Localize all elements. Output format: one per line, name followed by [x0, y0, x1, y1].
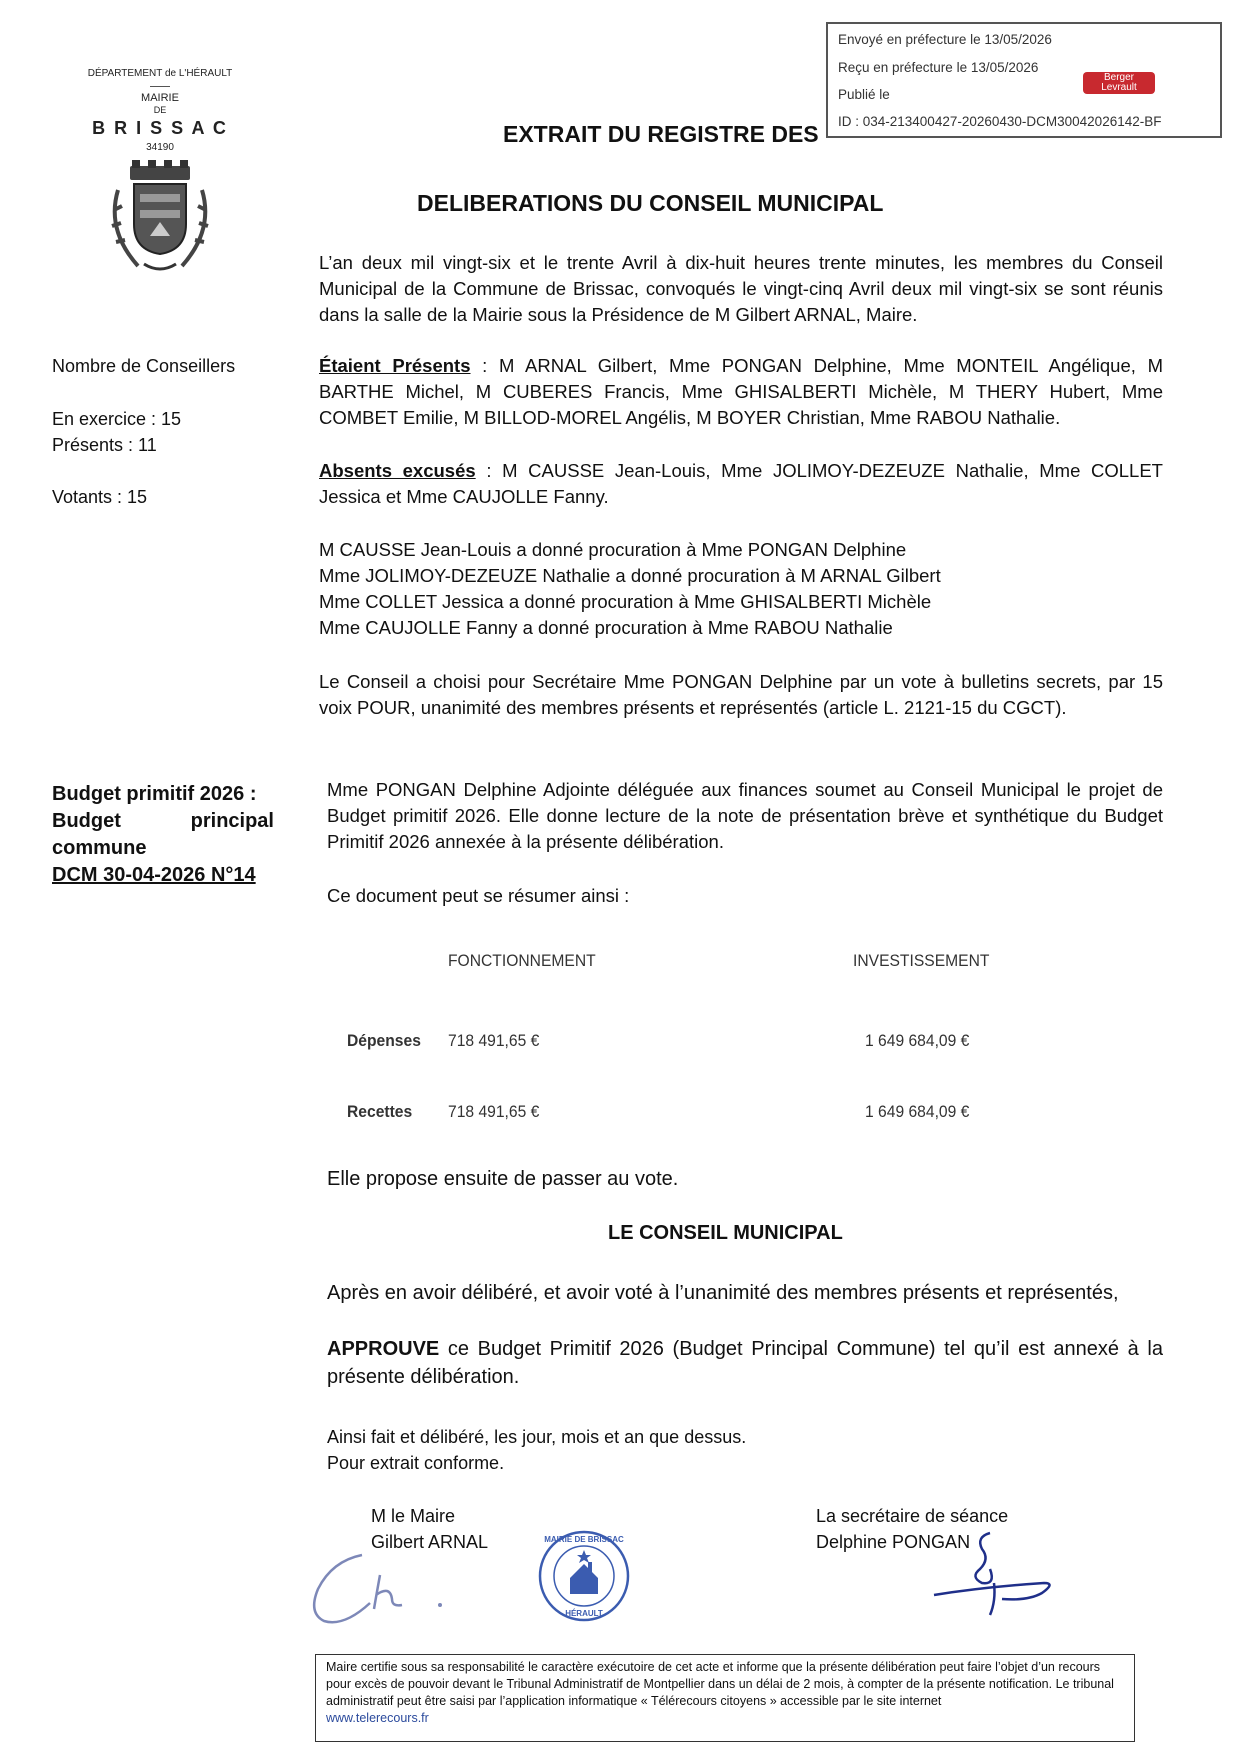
col-investissement: INVESTISSEMENT — [853, 951, 990, 970]
secretaire-role: La secrétaire de séance — [816, 1506, 1009, 1526]
seal-top-text: MAIRIE DE BRISSAC — [544, 1535, 624, 1544]
closing-block — [327, 1424, 746, 1476]
votants-count: Votants : 15 — [52, 487, 148, 507]
mairie-seal-icon — [538, 1530, 630, 1622]
mairie-label: MAIRIE — [141, 92, 179, 104]
absents-paragraph — [319, 458, 1163, 510]
legal-notice-text: Maire certifie sous sa responsabilité le caractère exécutoire de cet acte et informe que la présente délibération peut faire l’objet d’un recours pour excès de pouvoir devant le Tribunal Administratif de Montpellier dans un délai de 2 mois, à compter de la présente notification. Le tribunal administratif peut être saisi par l’application informatique « Télérecours citoyens » accessible par le site internet — [326, 1660, 1114, 1708]
header-divider — [150, 86, 170, 87]
maire-name: Gilbert ARNAL — [371, 1532, 489, 1552]
maire-signature-icon — [300, 1545, 480, 1630]
col-fonctionnement: FONCTIONNEMENT — [448, 951, 596, 970]
presents-list: : M ARNAL Gilbert, Mme PONGAN Delphine, Mme MONTEIL Angélique, M BARTHE Michel, M CUBERES Francis, Mme GHISALBERTI Michèle, M THERY Hubert, Mme COMBET Emilie, M BILLOD-MOREL Angélis, M BOYER Christian, Mme RABOU Nathalie. — [319, 355, 1163, 428]
row-recettes-label: Recettes — [347, 1102, 413, 1121]
procuration-item: M CAUSSE Jean-Louis a donné procuration à Mme PONGAN Delphine — [319, 539, 907, 560]
row-recettes-invest: 1 649 684,09 € — [865, 1102, 970, 1121]
absents-list: : M CAUSSE Jean-Louis, Mme JOLIMOY-DEZEUZE Nathalie, Mme COLLET Jessica et Mme CAUJOLLE Fanny. — [319, 460, 1163, 507]
prefecture-stamp — [826, 22, 1222, 138]
stamp-id: ID : 034-213400427-20260430-DCM30042026142-BF — [838, 114, 1162, 129]
de-label: DE — [153, 105, 167, 115]
approuve-paragraph — [327, 1335, 1163, 1391]
extrait-line: Pour extrait conforme. — [327, 1453, 505, 1473]
code-postal: 34190 — [146, 142, 174, 153]
row-recettes-fonct: 718 491,65 € — [448, 1102, 540, 1121]
presents-paragraph — [319, 353, 1163, 431]
en-exercice: En exercice : 15 — [52, 409, 182, 429]
resume-line: Ce document peut se résumer ainsi : — [327, 885, 630, 906]
approuve-text: ce Budget Primitif 2026 (Budget Principal Commune) tel qu’il est annexé à la présente délibération. — [327, 1338, 1163, 1388]
propose-line: Elle propose ensuite de passer au vote. — [327, 1168, 679, 1190]
procurations-list — [319, 537, 1163, 641]
legal-notice-box — [315, 1654, 1135, 1742]
secretaire-name: Delphine PONGAN — [816, 1532, 971, 1552]
expose-paragraph: Mme PONGAN Delphine Adjointe déléguée aux finances soumet au Conseil Municipal le projet de Budget primitif 2026. Elle donne lecture de la note de présentation brève et synthétique du Budget Primitif 2026 annexée à la présente délibération. — [327, 779, 1163, 852]
maire-role: M le Maire — [371, 1506, 456, 1526]
absents-label: Absents excusés — [319, 460, 476, 481]
nombre-conseillers: Nombre de Conseillers — [52, 356, 236, 376]
objet-line-1: Budget primitif 2026 : — [52, 783, 257, 805]
objet-line-2: Budget principal — [52, 810, 274, 832]
conseil-heading: LE CONSEIL MUNICIPAL — [608, 1222, 843, 1244]
row-depenses-fonct: 718 491,65 € — [448, 1031, 540, 1050]
presents-label: Étaient Présents — [319, 355, 471, 376]
berger-levrault-logo: Berger Levrault — [1083, 72, 1155, 94]
procuration-item: Mme CAUJOLLE Fanny a donné procuration à Mme RABOU Nathalie — [319, 617, 893, 638]
delibere-line: Après en avoir délibéré, et avoir voté à l’unanimité des membres présents et représentés, — [327, 1282, 1119, 1304]
secretaire-paragraph: Le Conseil a choisi pour Secrétaire Mme PONGAN Delphine par un vote à bulletins secrets, par 15 voix POUR, unanimité des membres présents et représentés (article L. 2121-15 du CGCT). — [319, 671, 1163, 718]
stamp-recu: Reçu en préfecture le 13/05/2026 — [838, 60, 1039, 75]
procuration-item: Mme JOLIMOY-DEZEUZE Nathalie a donné procuration à M ARNAL Gilbert — [319, 565, 941, 586]
stamp-envoye: Envoyé en préfecture le 13/05/2026 — [838, 32, 1052, 47]
doc-title-2: DELIBERATIONS DU CONSEIL MUNICIPAL — [417, 190, 884, 216]
approuve-keyword: APPROUVE — [327, 1338, 440, 1360]
seal-bottom-text: HÉRAULT — [565, 1609, 603, 1618]
ville-label: B R I S S A C — [92, 118, 228, 138]
procuration-item: Mme COLLET Jessica a donné procuration à Mme GHISALBERTI Michèle — [319, 591, 932, 612]
objet-line-3: commune — [52, 837, 147, 859]
objet-block — [52, 781, 274, 889]
presents-count: Présents : 11 — [52, 435, 157, 455]
telerecours-link[interactable]: www.telerecours.fr — [326, 1711, 429, 1725]
row-depenses-label: Dépenses — [347, 1031, 421, 1050]
intro-paragraph: L’an deux mil vingt-six et le trente Avril à dix-huit heures trente minutes, les membres du Conseil Municipal de la Commune de Brissac, convoqués le vingt-cinq Avril deux mil vingt-six se sont réunis dans la salle de la Mairie sous la Présidence de M Gilbert ARNAL, Maire. — [319, 252, 1163, 325]
objet-ref: DCM 30-04-2026 N°14 — [52, 864, 256, 886]
departement-label: DÉPARTEMENT de L'HÉRAULT — [87, 68, 233, 79]
ainsi-line: Ainsi fait et délibéré, les jour, mois et an que dessus. — [327, 1427, 747, 1447]
doc-title-1: EXTRAIT DU REGISTRE DES — [503, 121, 819, 147]
stamp-publie: Publié le — [838, 87, 890, 102]
commune-crest-icon — [100, 160, 220, 278]
row-depenses-invest: 1 649 684,09 € — [865, 1031, 970, 1050]
secretaire-signature-icon — [930, 1525, 1070, 1625]
